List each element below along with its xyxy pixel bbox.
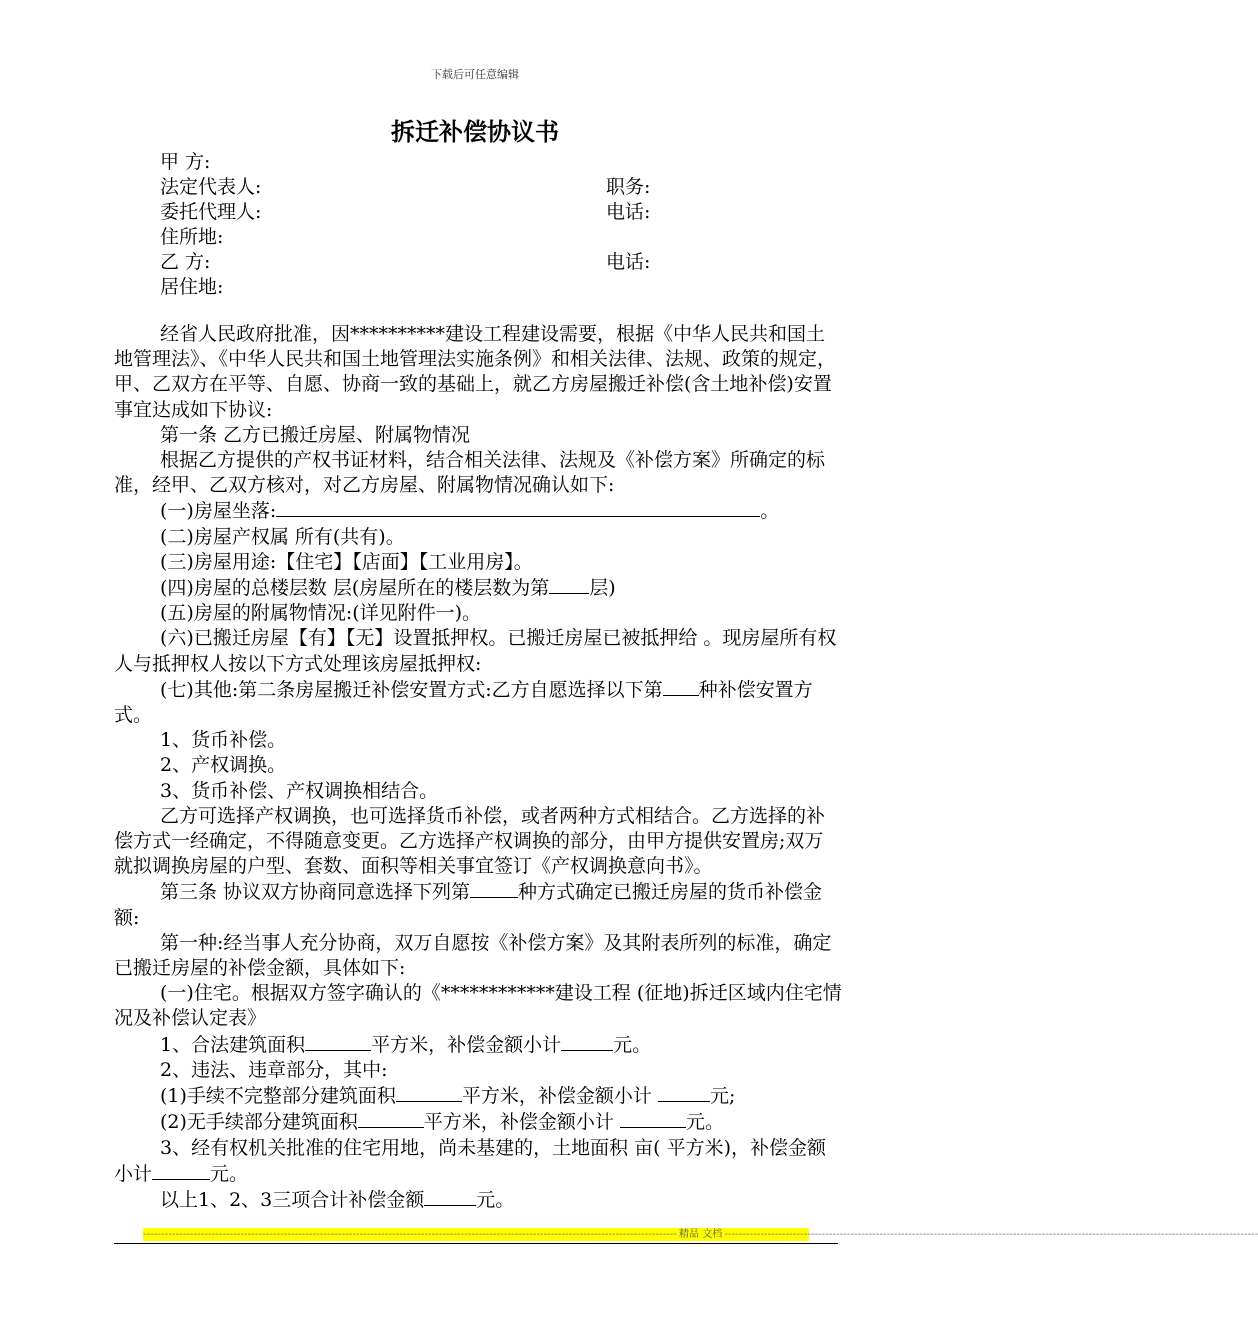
legal-area-end: 元。 (613, 1033, 652, 1056)
article-3-text-a: 第三条 协议双方协商同意选择下列第 (160, 881, 471, 904)
incomplete-area-blank (396, 1083, 462, 1102)
land-line (114, 1136, 842, 1187)
house-location-blank (276, 498, 760, 517)
no-procedure-line (114, 1109, 842, 1135)
legal-area-line (114, 1032, 842, 1058)
phone-label-2: 电话: (606, 251, 651, 273)
bottom-rule (114, 1243, 838, 1244)
phone-label-1: 电话: (606, 201, 651, 223)
article-2-text-b: 种补偿安置方式。 (114, 678, 813, 727)
land-end: 元。 (210, 1162, 249, 1185)
option-2: 2、产权调换。 (160, 754, 287, 777)
land-text: 3、经有权机关批准的住宅用地，尚未基建的，土地面积 亩( 平方米)，补偿金额小计 (114, 1136, 826, 1185)
house-usage-line: (三)房屋用途:【住宅】【店面】【工业用房】。 (160, 550, 533, 573)
incomplete-area-label: (1)手续不完整部分建筑面积 (160, 1085, 396, 1108)
header-note: 下载后可任意编辑 (431, 68, 519, 81)
incomplete-area-end: 元; (709, 1085, 736, 1108)
footer-dashes-right: ---------------------------------------------------------------------------------------------------------------------------------------------------- (724, 1229, 1258, 1240)
house-location-line (114, 498, 842, 524)
footer-label: 精品 文档 (679, 1229, 723, 1240)
floor-count-label: (四)房屋的总楼层数 层(房屋所在的楼层数为第 (160, 577, 550, 600)
agreement-body (114, 322, 842, 1213)
no-procedure-label: (2)无手续部分建筑面积 (160, 1111, 358, 1134)
option-3: 3、货币补偿、产权调换相结合。 (160, 779, 439, 802)
no-procedure-end: 元。 (685, 1111, 724, 1134)
total-end: 元。 (476, 1188, 515, 1211)
article-2-line (114, 677, 842, 728)
residential-paragraph: (一)住宅。根据双方签字确认的《************建设工程 (征地)拆迁区域内住宅情况及补偿认定表》 (114, 982, 842, 1030)
incomplete-procedure-line (114, 1083, 842, 1109)
house-location-label: (一)房屋坐落: (160, 500, 277, 523)
dwelling-label: 居住地: (160, 276, 224, 298)
floor-number-blank (549, 575, 589, 594)
no-procedure-amount-blank (620, 1109, 686, 1128)
illegal-parts-line: 2、违法、违章部分，其中: (160, 1058, 388, 1081)
method-number-blank (470, 879, 518, 898)
total-line (114, 1187, 842, 1213)
land-amount-blank (152, 1161, 210, 1180)
intro-paragraph: 经省人民政府批准，因**********建设工程建设需要，根据《中华人民共和国土地管理法》、《中华人民共和国土地管理法实施条例》和相关法律、法规、政策的规定，甲、乙双方在平等、自愿、协商一致的基础上，就乙方房屋搬迁补偿(含土地补偿)安置事宜达成如下协议: (114, 323, 837, 421)
option-1: 1、货币补偿。 (160, 729, 287, 752)
footer-dashes-left: ---------------------------------------------------------------------------------------------------------------------------------------------------- (143, 1229, 678, 1240)
total-amount-blank (424, 1187, 476, 1206)
legal-rep-label: 法定代表人: (160, 176, 262, 198)
floor-count-line (114, 575, 842, 601)
mortgage-line: (六)已搬迁房屋【有】【无】设置抵押权。已搬迁房屋已被抵押给 。现房屋所有权人与抵押权人按以下方式处理该房屋抵押权: (114, 627, 837, 675)
party-b-label: 乙 方: (160, 251, 211, 273)
article-3-text-b: 种方式确定已搬迁房屋的货币补偿金额: (114, 881, 823, 929)
legal-amount-blank (561, 1032, 613, 1051)
footer-highlight-bar (143, 1228, 1258, 1241)
article-1-intro: 根据乙方提供的产权书证材料，结合相关法律、法规及《补偿方案》所确定的标准，经甲、乙双方核对，对乙方房屋、附属物情况确认如下: (114, 449, 826, 497)
article-2-text-a: (七)其他:第二条房屋搬迁补偿安置方式:乙方自愿选择以下第 (160, 678, 663, 701)
no-procedure-area-blank (358, 1109, 424, 1128)
position-label: 职务: (606, 176, 651, 198)
floor-count-end: 层) (589, 577, 616, 600)
legal-area-mid: 平方米，补偿金额小计 (371, 1033, 562, 1056)
incomplete-area-mid: 平方米，补偿金额小计 (461, 1085, 658, 1108)
agent-label: 委托代理人: (160, 201, 262, 223)
no-procedure-mid: 平方米，补偿金额小计 (423, 1111, 620, 1134)
compensation-mode-blank (663, 677, 699, 696)
party-a-label: 甲 方: (160, 151, 211, 173)
attachments-line: (五)房屋的附属物情况:(详见附件一)。 (160, 602, 482, 625)
house-location-end: 。 (760, 500, 780, 523)
legal-area-blank (305, 1032, 371, 1051)
residence-label: 住所地: (160, 226, 224, 248)
total-label: 以上1、2、3三项合计补偿金额 (160, 1188, 425, 1211)
article-1-heading: 第一条 乙方已搬迁房屋、附属物情况 (160, 423, 471, 446)
article-3-line (114, 879, 842, 930)
legal-area-label: 1、合法建筑面积 (160, 1033, 306, 1056)
incomplete-amount-blank (658, 1083, 710, 1102)
document-title: 拆迁补偿协议书 (391, 118, 559, 146)
choice-paragraph: 乙方可选择产权调换，也可选择货币补偿，或者两种方式相结合。乙方选择的补偿方式一经确定，不得随意变更。乙方选择产权调换的部分，由甲方提供安置房;双万就拟调换房屋的户型、套数、面积等相关事宜签订《产权调换意向书》。 (114, 804, 826, 878)
property-rights-line: (二)房屋产权属 所有(共有)。 (160, 525, 405, 548)
method-1-paragraph: 第一种:经当事人充分协商，双万自愿按《补偿方案》及其附表所列的标准，确定已搬迁房屋的补偿金额，具体如下: (114, 931, 832, 980)
